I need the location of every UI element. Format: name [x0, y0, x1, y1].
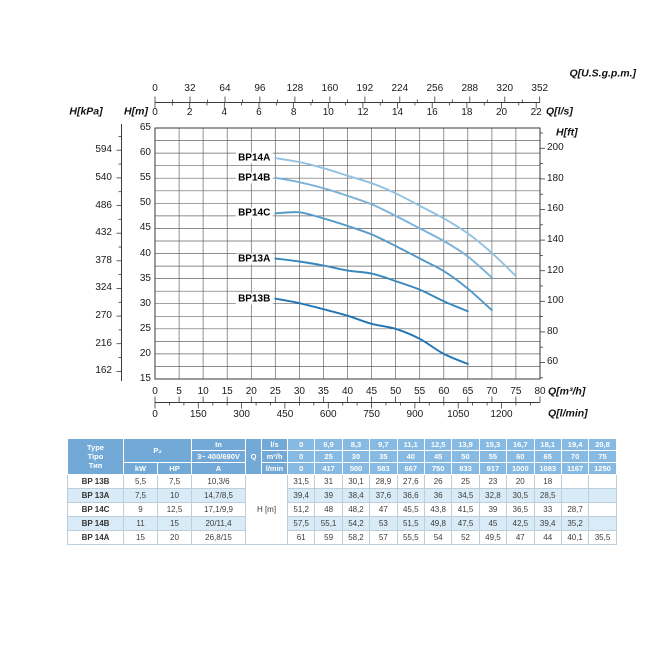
tick-label-ft: 160	[547, 203, 564, 215]
tick-label-usgpm: 0	[152, 83, 158, 94]
q-ls-value: 20,8	[589, 439, 616, 451]
unit-ls: l/s	[262, 439, 288, 451]
cell-kw: 5,5	[124, 475, 158, 489]
q-lmin-value: 417	[315, 463, 342, 475]
cell-head-value: 20	[507, 475, 534, 489]
q-lmin-value: 1000	[507, 463, 534, 475]
tick-label-m3h: 40	[341, 386, 354, 397]
tick-label-ft: 180	[547, 172, 564, 184]
tick-label-lmin: 1200	[490, 409, 513, 420]
tick-label-ft: 120	[547, 264, 564, 276]
table-row-bp14a	[68, 531, 617, 545]
axis-title-ls: Q[l/s]	[546, 105, 573, 118]
q-ls-value: 6,9	[315, 439, 342, 451]
cell-head-value: 37,6	[370, 489, 397, 503]
tick-label-m: 15	[139, 373, 151, 384]
cell-head-value: 33	[534, 503, 561, 517]
q-lmin-value: 667	[397, 463, 424, 475]
tick-label-ls: 12	[357, 107, 369, 118]
tick-label-usgpm: 32	[184, 83, 196, 94]
q-ls-value: 11,1	[397, 439, 424, 451]
tick-label-usgpm: 64	[219, 83, 231, 94]
curve-label-bp13b: BP13B	[238, 293, 271, 305]
q-ls-value: 0	[288, 439, 315, 451]
cell-hp: 20	[158, 531, 192, 545]
cell-head-value: 36	[424, 489, 451, 503]
cell-hp: 15	[158, 517, 192, 531]
tick-label-m3h: 15	[221, 386, 233, 397]
col-header-q: Q	[246, 439, 262, 475]
tick-label-ft: 140	[547, 234, 564, 246]
q-m3h-value: 30	[342, 451, 369, 463]
table-row-bp14c	[68, 503, 617, 517]
tick-label-m: 35	[139, 272, 151, 284]
tick-label-ls: 20	[495, 107, 508, 118]
cell-head-value: 57	[370, 531, 397, 545]
cell-head-value: 51,5	[397, 517, 424, 531]
tick-label-m3h: 10	[197, 386, 209, 397]
cell-head-value: 32,8	[479, 489, 506, 503]
cell-head-value: 35,2	[561, 517, 588, 531]
q-lmin-value: 750	[424, 463, 451, 475]
tick-label-m: 65	[139, 122, 151, 133]
cell-head-value: 38,4	[342, 489, 369, 503]
tick-label-usgpm: 160	[321, 83, 339, 94]
tick-label-usgpm: 96	[254, 83, 266, 94]
tick-label-m3h: 20	[245, 386, 257, 397]
cell-head-value: 25	[452, 475, 479, 489]
tick-label-ls: 8	[290, 107, 297, 118]
tick-label-kpa: 324	[95, 282, 112, 294]
cell-hp: 7,5	[158, 475, 192, 489]
tick-label-ft: 80	[547, 325, 559, 337]
cell-kw: 7,5	[124, 489, 158, 503]
q-m3h-value: 40	[397, 451, 424, 463]
cell-head-value: 45	[479, 517, 506, 531]
tick-label-kpa: 216	[95, 337, 112, 349]
cell-kw: 11	[124, 517, 158, 531]
curve-label-bp14c: BP14C	[238, 207, 271, 219]
cell-in: 14,7/8,5	[192, 489, 246, 503]
tick-label-ft: 60	[547, 356, 559, 368]
cell-head-value: 40,1	[561, 531, 588, 545]
col-header-p2: P₂	[124, 439, 192, 463]
tick-label-usgpm: 352	[531, 83, 549, 94]
cell-head-value: 31	[315, 475, 342, 489]
tick-label-m: 60	[139, 147, 151, 159]
cell-head-value	[589, 475, 616, 489]
tick-label-m3h: 65	[462, 386, 474, 397]
cell-head-value: 49,8	[424, 517, 451, 531]
axis-title-m3h: Q[m³/h]	[548, 385, 586, 398]
tick-label-lmin: 900	[406, 409, 424, 420]
tick-label-ls: 2	[186, 107, 193, 118]
q-ls-value: 15,3	[479, 439, 506, 451]
cell-head-value: 48,2	[342, 503, 369, 517]
cell-in: 26,8/15	[192, 531, 246, 545]
col-header-in: In	[192, 439, 246, 451]
cell-head-value: 51,2	[288, 503, 315, 517]
cell-head-value: 42,5	[507, 517, 534, 531]
cell-head-value: 39	[315, 489, 342, 503]
tick-label-m: 50	[139, 197, 151, 209]
curve-label-bp14a: BP14A	[238, 152, 271, 164]
tick-label-m: 30	[139, 297, 151, 309]
cell-head-value	[589, 517, 616, 531]
curve-label-bp14b: BP14B	[238, 172, 271, 184]
q-m3h-value: 45	[424, 451, 451, 463]
q-lmin-value: 583	[370, 463, 397, 475]
cell-head-value: 55,5	[397, 531, 424, 545]
table-header-row	[68, 463, 617, 475]
tick-label-m: 40	[139, 247, 151, 259]
tick-label-m3h: 60	[438, 386, 450, 397]
tick-label-m3h: 5	[176, 386, 182, 397]
tick-label-kpa: 540	[95, 171, 112, 183]
axis-title-kpa: H[kPa]	[69, 105, 103, 118]
cell-head-value	[561, 489, 588, 503]
tick-label-usgpm: 256	[426, 83, 444, 94]
tick-label-lmin: 1050	[447, 409, 470, 420]
cell-head-value: 57,5	[288, 517, 315, 531]
table-header-row	[68, 439, 617, 451]
tick-label-lmin: 600	[319, 409, 337, 420]
tick-label-lmin: 0	[152, 409, 158, 420]
tick-label-lmin: 750	[363, 409, 380, 420]
tick-label-ls: 6	[256, 107, 262, 118]
pump-data-table	[67, 438, 617, 545]
tick-label-m3h: 55	[414, 386, 426, 397]
cell-kw: 9	[124, 503, 158, 517]
cell-head-value: 30,5	[507, 489, 534, 503]
tick-label-m3h: 70	[486, 386, 498, 397]
q-ls-value: 12,5	[424, 439, 451, 451]
tick-label-ls: 10	[322, 107, 334, 118]
col-header-kw: kW	[124, 463, 158, 475]
cell-head-value: 47	[370, 503, 397, 517]
axis-title-usgpm: Q[U.S.g.p.m.]	[569, 67, 636, 80]
q-m3h-value: 0	[288, 451, 315, 463]
tick-label-m3h: 35	[317, 386, 329, 397]
q-lmin-value: 500	[342, 463, 369, 475]
tick-label-usgpm: 128	[286, 83, 304, 94]
tick-label-ls: 18	[461, 107, 473, 118]
h-unit-cell: H [m]	[246, 475, 288, 545]
cell-head-value: 39,4	[288, 489, 315, 503]
tick-label-ls: 0	[152, 107, 158, 118]
tick-label-kpa: 486	[95, 199, 112, 211]
col-header-hp: HP	[158, 463, 192, 475]
q-lmin-value: 1250	[589, 463, 616, 475]
tick-label-m3h: 45	[366, 386, 378, 397]
cell-head-value: 47,5	[452, 517, 479, 531]
tick-label-kpa: 378	[95, 254, 112, 266]
row-type-label: BP 14B	[68, 517, 124, 531]
tick-label-m3h: 0	[152, 386, 158, 397]
tick-label-m: 20	[139, 347, 151, 359]
cell-head-value: 18	[534, 475, 561, 489]
cell-head-value: 36,6	[397, 489, 424, 503]
tick-label-kpa: 432	[95, 227, 112, 239]
tick-label-lmin: 300	[233, 409, 250, 420]
tick-label-kpa: 270	[95, 310, 112, 322]
cell-head-value: 35,5	[589, 531, 616, 545]
cell-kw: 15	[124, 531, 158, 545]
tick-label-m3h: 25	[269, 386, 281, 397]
tick-label-usgpm: 192	[356, 83, 374, 94]
tick-label-kpa: 162	[95, 365, 112, 377]
cell-head-value: 61	[288, 531, 315, 545]
q-ls-value: 8,3	[342, 439, 369, 451]
cell-in: 10,3/6	[192, 475, 246, 489]
curve-label-bp13a: BP13A	[238, 253, 271, 265]
tick-label-ls: 4	[221, 107, 228, 118]
tick-label-m3h: 80	[534, 386, 546, 397]
cell-head-value: 48	[315, 503, 342, 517]
cell-head-value: 55,1	[315, 517, 342, 531]
q-lmin-value: 0	[288, 463, 315, 475]
col-header-type: Type Tipo Тип	[68, 439, 124, 475]
cell-head-value: 39	[479, 503, 506, 517]
cell-head-value: 28,9	[370, 475, 397, 489]
q-m3h-value: 25	[315, 451, 342, 463]
tick-label-ft: 200	[547, 142, 564, 154]
q-ls-value: 16,7	[507, 439, 534, 451]
cell-head-value: 30,1	[342, 475, 369, 489]
q-lmin-value: 1083	[534, 463, 561, 475]
cell-head-value	[561, 475, 588, 489]
col-header-amps: A	[192, 463, 246, 475]
tick-label-ft: 100	[547, 295, 564, 307]
cell-head-value: 58,2	[342, 531, 369, 545]
cell-head-value	[589, 503, 616, 517]
cell-head-value: 59	[315, 531, 342, 545]
tick-label-m: 45	[139, 222, 151, 234]
axis-title-lmin: Q[l/min]	[548, 407, 588, 420]
cell-head-value: 54,2	[342, 517, 369, 531]
tick-label-ls: 22	[530, 107, 542, 118]
cell-head-value: 28,5	[534, 489, 561, 503]
cell-hp: 12,5	[158, 503, 192, 517]
tick-label-m3h: 50	[390, 386, 402, 397]
cell-head-value: 27,6	[397, 475, 424, 489]
axis-title-ft: H[ft]	[556, 126, 578, 139]
q-m3h-value: 60	[507, 451, 534, 463]
cell-head-value: 39,4	[534, 517, 561, 531]
cell-head-value: 31,5	[288, 475, 315, 489]
table-row-bp13b	[68, 475, 617, 489]
tick-label-usgpm: 224	[391, 83, 409, 94]
tick-label-lmin: 450	[276, 409, 294, 420]
cell-in: 17,1/9,9	[192, 503, 246, 517]
tick-label-ls: 16	[426, 107, 438, 118]
col-header-voltage: 3~ 400/690V	[192, 451, 246, 463]
cell-head-value	[589, 489, 616, 503]
q-ls-value: 19,4	[561, 439, 588, 451]
cell-head-value: 28,7	[561, 503, 588, 517]
tick-label-m3h: 75	[510, 386, 522, 397]
cell-head-value: 23	[479, 475, 506, 489]
tick-label-m3h: 30	[293, 386, 305, 397]
tick-label-lmin: 150	[189, 409, 207, 420]
q-m3h-value: 70	[561, 451, 588, 463]
cell-head-value: 49,5	[479, 531, 506, 545]
cell-head-value: 53	[370, 517, 397, 531]
table-row-bp14b	[68, 517, 617, 531]
cell-head-value: 34,5	[452, 489, 479, 503]
row-type-label: BP 14C	[68, 503, 124, 517]
tick-label-m: 25	[139, 322, 151, 334]
cell-head-value: 54	[424, 531, 451, 545]
cell-head-value: 43,8	[424, 503, 451, 517]
unit-lmin: l/min	[262, 463, 288, 475]
tick-label-usgpm: 320	[496, 83, 514, 94]
tick-label-ls: 14	[391, 107, 404, 118]
q-ls-value: 9,7	[370, 439, 397, 451]
unit-m3h: m³/h	[262, 451, 288, 463]
row-type-label: BP 13B	[68, 475, 124, 489]
tick-label-kpa: 594	[95, 144, 112, 156]
tick-label-usgpm: 288	[461, 83, 479, 94]
q-ls-value: 18,1	[534, 439, 561, 451]
cell-head-value: 26	[424, 475, 451, 489]
cell-head-value: 41,5	[452, 503, 479, 517]
table-row-bp13a	[68, 489, 617, 503]
q-m3h-value: 55	[479, 451, 506, 463]
row-type-label: BP 14A	[68, 531, 124, 545]
cell-in: 20/11,4	[192, 517, 246, 531]
q-m3h-value: 35	[370, 451, 397, 463]
q-lmin-value: 1167	[561, 463, 588, 475]
q-m3h-value: 50	[452, 451, 479, 463]
cell-head-value: 47	[507, 531, 534, 545]
cell-hp: 10	[158, 489, 192, 503]
cell-head-value: 52	[452, 531, 479, 545]
q-lmin-value: 917	[479, 463, 506, 475]
q-m3h-value: 75	[589, 451, 616, 463]
cell-head-value: 44	[534, 531, 561, 545]
q-m3h-value: 65	[534, 451, 561, 463]
q-ls-value: 13,9	[452, 439, 479, 451]
tick-label-m: 55	[139, 172, 151, 184]
cell-head-value: 45,5	[397, 503, 424, 517]
axis-title-m: H[m]	[124, 105, 148, 118]
cell-head-value: 36,5	[507, 503, 534, 517]
q-lmin-value: 833	[452, 463, 479, 475]
row-type-label: BP 13A	[68, 489, 124, 503]
